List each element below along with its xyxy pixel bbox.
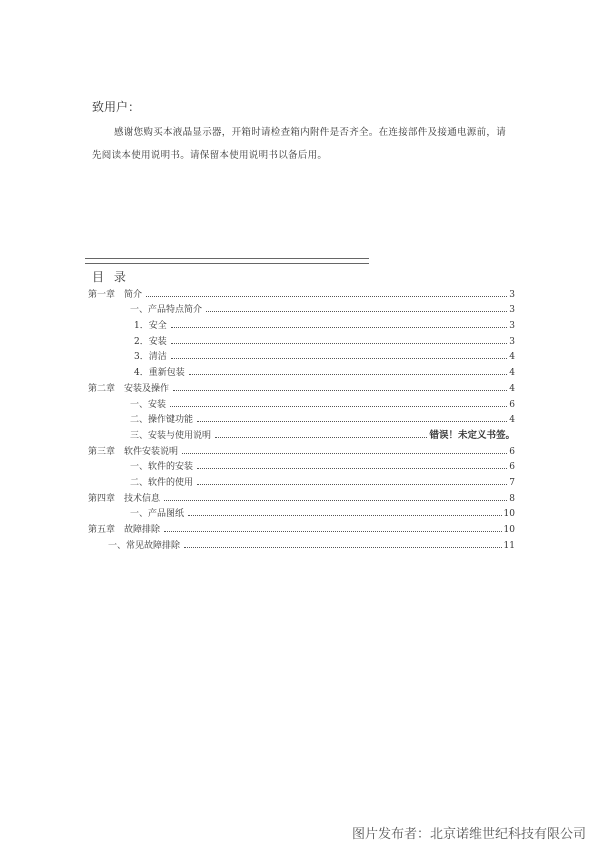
toc-leader-dots xyxy=(184,547,502,548)
toc-leader-dots xyxy=(215,437,427,438)
toc-leader-dots xyxy=(164,500,507,501)
toc-entry-page: 6 xyxy=(509,462,515,473)
toc-entry-label: 一、软件的安装 xyxy=(88,459,195,472)
toc-leader-dots xyxy=(171,327,508,328)
toc-leader-dots xyxy=(182,453,507,454)
toc-entry[interactable] xyxy=(88,378,515,394)
toc-entry-page: 错误！未定义书签。 xyxy=(429,429,515,441)
toc-entry[interactable] xyxy=(88,519,515,535)
toc-leader-dots xyxy=(146,296,507,297)
toc-entry-page: 3 xyxy=(509,305,515,316)
toc-entry[interactable] xyxy=(88,362,515,378)
toc-entry[interactable] xyxy=(88,300,515,316)
toc-entry-page: 7 xyxy=(509,477,515,488)
toc-entry-label: 第三章 软件安装说明 xyxy=(88,444,180,457)
toc-entry[interactable] xyxy=(88,457,515,473)
toc-leader-dots xyxy=(189,374,508,375)
toc-entry[interactable] xyxy=(88,425,515,441)
toc-entry[interactable] xyxy=(88,315,515,331)
toc-entry[interactable] xyxy=(88,504,515,520)
toc-entry-page: 11 xyxy=(503,540,515,551)
toc-leader-dots xyxy=(171,343,508,344)
toc-leader-dots xyxy=(164,531,502,532)
toc-leader-dots xyxy=(171,358,508,359)
toc-entry-page: 4 xyxy=(509,368,515,379)
toc-entry[interactable] xyxy=(88,331,515,347)
divider-line xyxy=(85,258,369,259)
toc-leader-dots xyxy=(197,468,507,469)
intro-paragraph: 感谢您购买本液晶显示器，开箱时请检查箱内附件是否齐全。在连接部件及接通电源前，请先阅读本使用说明书。请保留本使用说明书以备后用。 xyxy=(92,127,507,161)
greeting: 致用户： xyxy=(92,100,141,114)
toc-entry-label: 一、常见故障排除 xyxy=(88,538,182,551)
toc-entry-page: 4 xyxy=(509,415,515,426)
toc-entry-label: 二、操作键功能 xyxy=(88,412,195,425)
toc-entry[interactable] xyxy=(88,488,515,504)
toc-entry-page: 3 xyxy=(509,289,515,300)
toc-entry-page: 4 xyxy=(509,383,515,394)
image-credit: 图片发布者：北京诺维世纪科技有限公司 xyxy=(351,827,586,842)
toc-entry[interactable] xyxy=(88,472,515,488)
toc-entry-label: 第二章 安装及操作 xyxy=(88,381,171,394)
toc-entry-page: 4 xyxy=(509,352,515,363)
toc-leader-dots xyxy=(197,421,507,422)
divider-line xyxy=(85,263,369,264)
toc-entry-page: 10 xyxy=(503,525,515,535)
toc-title: 目 录 xyxy=(92,270,129,284)
toc-entry[interactable] xyxy=(88,535,515,551)
toc-leader-dots xyxy=(197,484,507,485)
toc-leader-dots xyxy=(206,311,507,312)
toc-entry-page: 6 xyxy=(509,399,515,410)
toc-entry-label: 一、安装 xyxy=(88,397,168,410)
toc-leader-dots xyxy=(173,390,507,391)
toc-entry-page: 6 xyxy=(509,446,515,457)
toc-entry[interactable] xyxy=(88,394,515,410)
toc-entry-label: 3．清洁 xyxy=(88,349,169,362)
toc-entry-label: 第四章 技术信息 xyxy=(88,491,162,504)
toc-entry-label: 一、产品图纸 xyxy=(88,506,186,519)
toc-entry-page: 8 xyxy=(509,493,515,504)
toc-entry[interactable] xyxy=(88,410,515,426)
toc-entry-label: 一、产品特点简介 xyxy=(88,302,204,315)
toc-entry-page: 3 xyxy=(509,336,515,347)
toc-leader-dots xyxy=(188,515,502,516)
toc-leader-dots xyxy=(170,406,507,407)
toc-entry-label: 第五章 故障排除 xyxy=(88,522,162,535)
toc-entry-label: 4．重新包装 xyxy=(88,365,187,378)
toc-entry-page: 10 xyxy=(503,509,515,520)
toc-entry-label: 第一章 简介 xyxy=(88,287,144,300)
toc-entry[interactable] xyxy=(88,441,515,457)
toc-entry-label: 1．安全 xyxy=(88,318,169,331)
toc-entry-label: 2．安装 xyxy=(88,334,169,347)
toc-entry[interactable] xyxy=(88,284,515,300)
toc-entry-label: 三、安装与使用说明 xyxy=(88,428,213,441)
toc-entry[interactable] xyxy=(88,347,515,363)
toc-entry-label: 二、软件的使用 xyxy=(88,475,195,488)
toc-entry-page: 3 xyxy=(509,321,515,332)
table-of-contents xyxy=(88,284,515,551)
